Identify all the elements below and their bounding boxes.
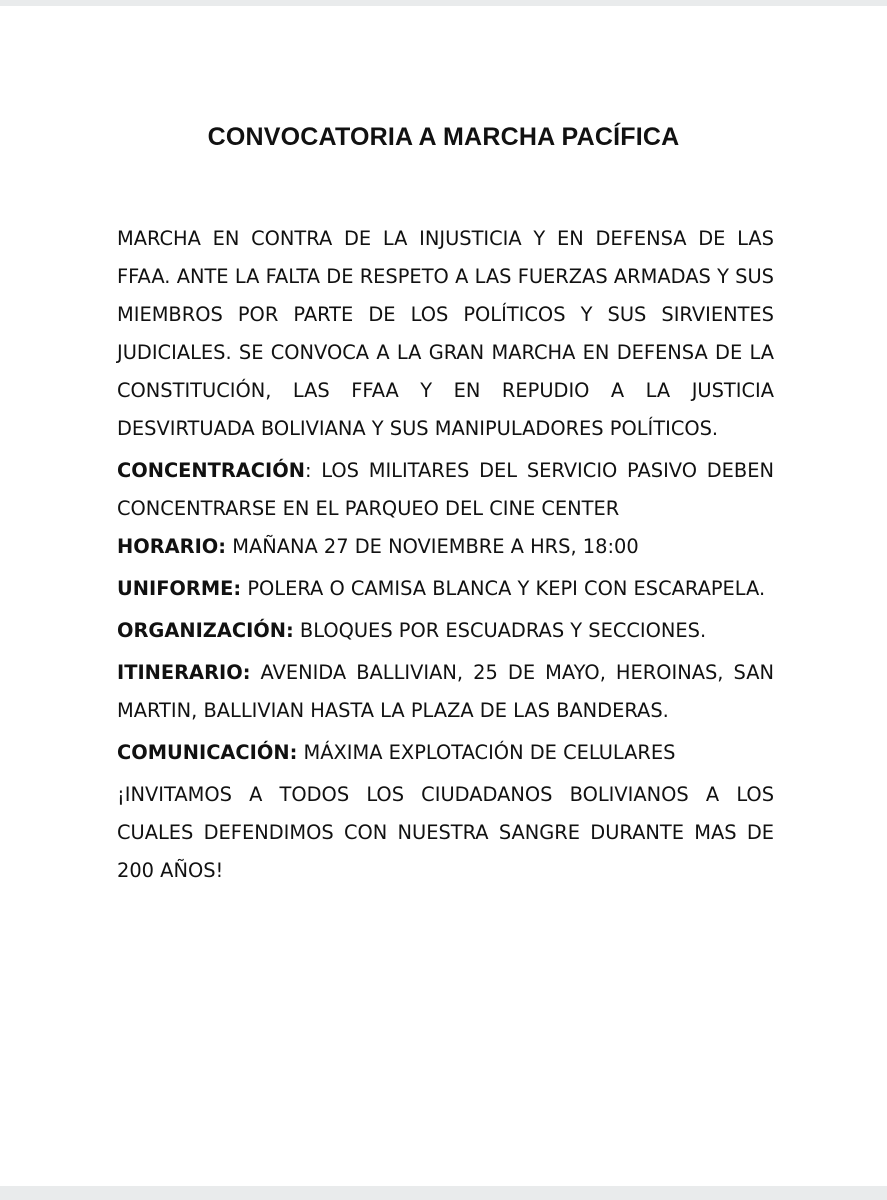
concentracion-label: CONCENTRACIÓN (117, 459, 305, 482)
comunicacion-label: COMUNICACIÓN: (117, 741, 298, 764)
horario-text: MAÑANA 27 DE NOVIEMBRE A HRS, 18:00 (226, 535, 639, 558)
organizacion-text: BLOQUES POR ESCUADRAS Y SECCIONES. (293, 619, 707, 642)
document-page (0, 6, 887, 1186)
uniforme-label: UNIFORME: (117, 577, 242, 600)
concentracion-paragraph (117, 452, 774, 566)
concentracion-text: : LOS MILITARES DEL SERVICIO PASIVO DEBEN CONCENTRARSE EN EL PARQUEO DEL CINE CENTER (117, 459, 774, 520)
organizacion-label: ORGANIZACIÓN: (117, 619, 294, 642)
horario-label: HORARIO: (117, 535, 227, 558)
uniforme-text: POLERA O CAMISA BLANCA Y KEPI CON ESCARAPELA. (241, 577, 766, 600)
comunicacion-text: MÁXIMA EXPLOTACIÓN DE CELULARES (297, 741, 676, 764)
document-title: CONVOCATORIA A MARCHA PACÍFICA (207, 123, 680, 151)
itinerario-label: ITINERARIO: (117, 661, 251, 684)
document-body (117, 220, 774, 890)
itinerario-paragraph (117, 654, 774, 730)
closing-paragraph: ¡INVITAMOS A TODOS LOS CIUDADANOS BOLIVIANOS A LOS CUALES DEFENDIMOS CON NUESTRA SANGRE DURANTE MAS DE 200 AÑOS! (117, 783, 774, 882)
uniforme-paragraph (117, 570, 774, 608)
itinerario-text: AVENIDA BALLIVIAN, 25 DE MAYO, HEROINAS, SAN MARTIN, BALLIVIAN HASTA LA PLAZA DE LAS BANDERAS. (117, 661, 774, 722)
intro-paragraph: MARCHA EN CONTRA DE LA INJUSTICIA Y EN DEFENSA DE LAS FFAA. ANTE LA FALTA DE RESPETO A LAS FUERZAS ARMADAS Y SUS MIEMBROS POR PARTE DE LOS POLÍTICOS Y SUS SIRVIENTES JUDICIALES. SE CONVOCA A LA GRAN MARCHA EN DEFENSA DE LA CONSTITUCIÓN, LAS FFAA Y EN REPUDIO A LA JUSTICIA DESVIRTUADA BOLIVIANA Y SUS MANIPULADORES POLÍTICOS. (117, 227, 774, 440)
comunicacion-paragraph (117, 734, 774, 772)
organizacion-paragraph (117, 612, 774, 650)
